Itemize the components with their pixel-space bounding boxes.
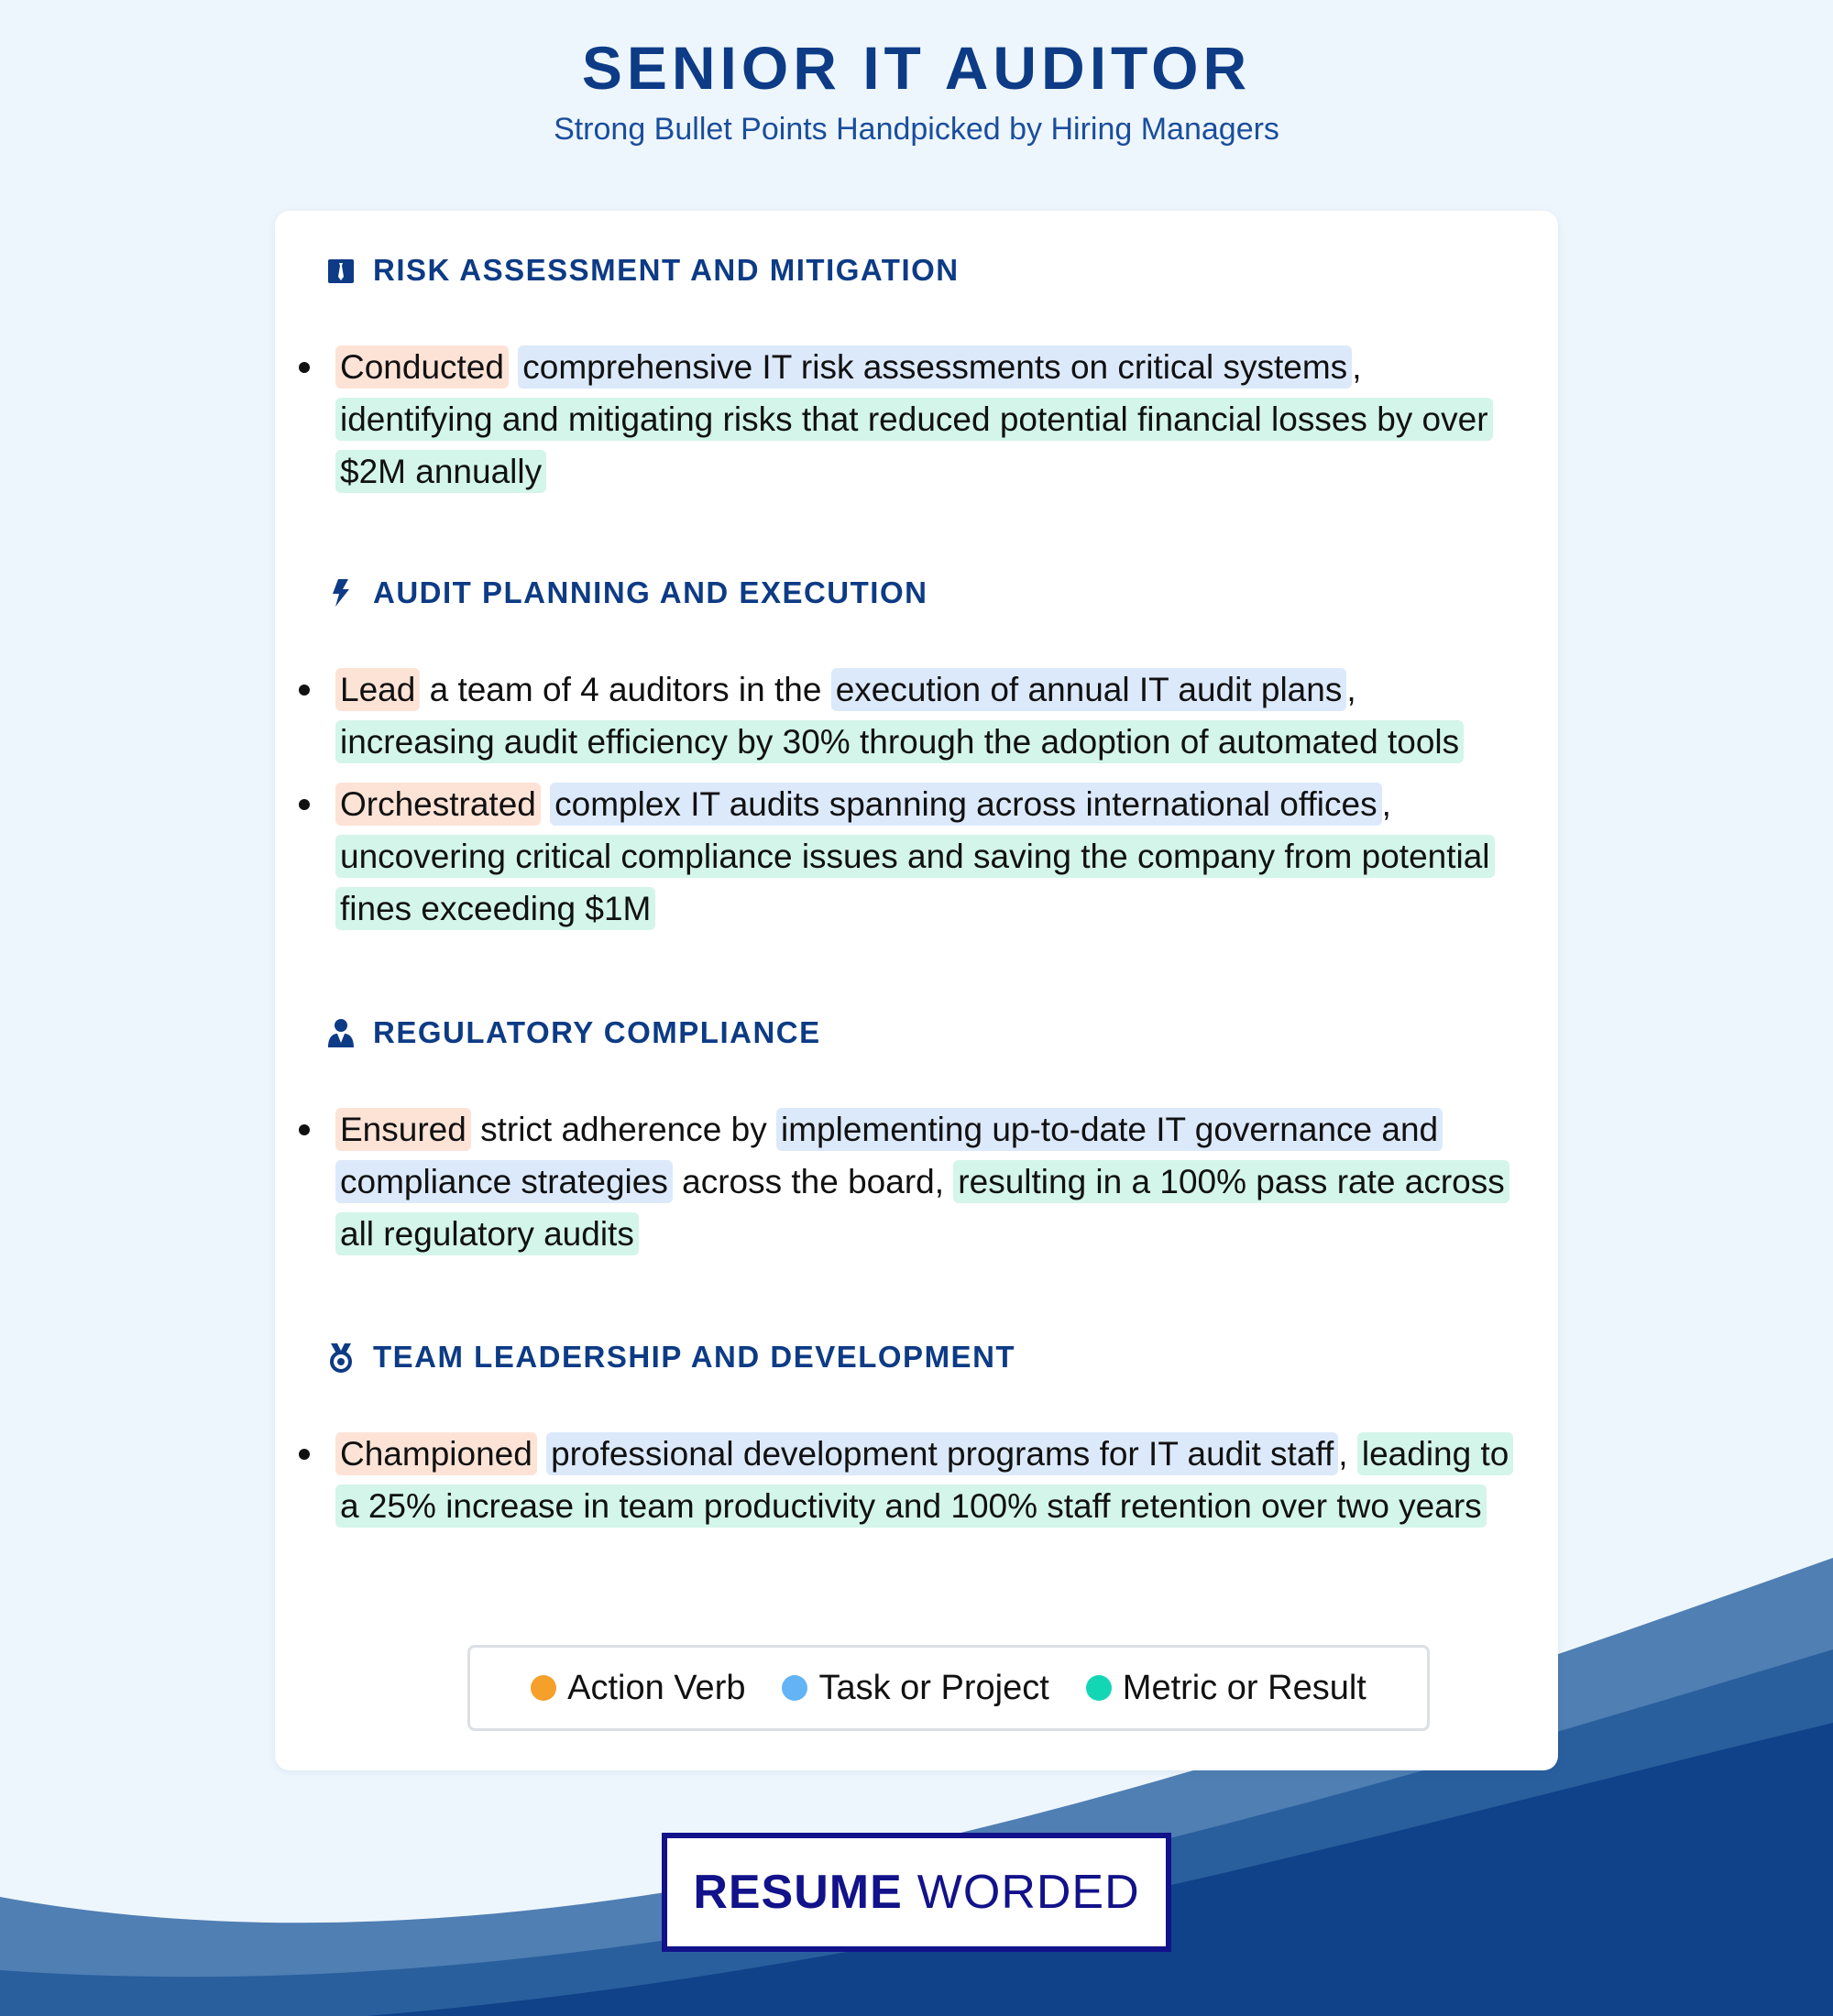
highlight-legend [467, 1645, 1430, 1731]
task-phrase: complex IT audits spanning across international offices [550, 783, 1381, 826]
section-title: AUDIT PLANNING AND EXECUTION [373, 575, 928, 609]
medal-icon [325, 1342, 357, 1373]
legend-label: Action Verb [567, 1668, 746, 1707]
section-risk-assessment [325, 247, 1517, 508]
task-phrase: comprehensive IT risk assessments on critical systems [518, 345, 1352, 389]
plain-text [541, 785, 550, 823]
plain-text: , [1352, 348, 1362, 386]
section-header [325, 1334, 1517, 1380]
task-phrase: execution of annual IT audit plans [831, 668, 1347, 711]
section-header [325, 1010, 1517, 1056]
blue-dot-icon [782, 1675, 807, 1701]
bullet-item [325, 778, 1517, 935]
metric-phrase: uncovering critical compliance issues and saving the company from potential fines exceeding $1M [335, 835, 1495, 930]
plain-text: across the board, [672, 1163, 954, 1200]
teal-dot-icon [1086, 1675, 1112, 1701]
metric-phrase: identifying and mitigating risks that reduced potential financial losses by over $2M annually [335, 398, 1493, 493]
bullet-item [325, 1103, 1517, 1260]
plain-text: , [1346, 671, 1356, 708]
action-verb: Orchestrated [335, 783, 541, 826]
bullet-item [325, 1428, 1517, 1532]
action-verb: Lead [335, 668, 420, 711]
section-audit-planning [325, 570, 1517, 945]
plain-text: , [1381, 785, 1391, 823]
bullet-list [325, 1103, 1517, 1260]
bullet-dot [299, 1124, 310, 1135]
bullet-dot [299, 1449, 310, 1460]
metric-phrase: resulting in a 100% pass rate across all regulatory audits [335, 1160, 1509, 1255]
plain-text [509, 348, 518, 386]
section-header [325, 570, 1517, 616]
bullet-list [325, 1428, 1517, 1532]
page-title: SENIOR IT AUDITOR [581, 34, 1252, 102]
task-phrase: implementing up-to-date IT governance and compliance strategies [335, 1108, 1443, 1203]
task-phrase: professional development programs for IT audit staff [546, 1432, 1338, 1475]
resume-worded-logo[interactable] [662, 1833, 1171, 1952]
legend-item-metric [1086, 1669, 1367, 1708]
bullet-dot [299, 799, 310, 810]
legend-item-action [531, 1669, 745, 1708]
bullet-list [325, 341, 1517, 498]
action-verb: Ensured [335, 1108, 471, 1151]
action-verb: Championed [335, 1432, 537, 1475]
bullet-dot [299, 685, 310, 696]
logo-regular-text: WORDED [916, 1866, 1140, 1919]
metric-phrase: leading to a 25% increase in team productivity and 100% staff retention over two years [335, 1432, 1513, 1528]
plain-text: a team of 4 auditors in the [420, 671, 831, 708]
section-header [325, 247, 1517, 293]
action-verb: Conducted [335, 345, 509, 389]
page-subtitle: Strong Bullet Points Handpicked by Hiring Managers [554, 112, 1279, 147]
bullet-item [325, 341, 1517, 498]
tie-icon [325, 255, 357, 286]
section-team-leadership [325, 1334, 1517, 1542]
legend-item-task [782, 1669, 1048, 1708]
plain-text [537, 1435, 546, 1473]
logo-bold-text: RESUME [693, 1866, 903, 1919]
section-title: REGULATORY COMPLIANCE [373, 1015, 821, 1049]
plain-text: strict adherence by [470, 1111, 776, 1148]
orange-dot-icon [531, 1675, 556, 1701]
metric-phrase: increasing audit efficiency by 30% through the adoption of automated tools [335, 720, 1464, 763]
section-regulatory-compliance [325, 1010, 1517, 1270]
plain-text: , [1338, 1435, 1357, 1473]
bullet-dot [299, 362, 310, 373]
bullet-list [325, 663, 1517, 935]
legend-label: Task or Project [818, 1668, 1049, 1707]
bullet-card [275, 211, 1558, 1770]
lightning-icon [325, 577, 357, 608]
user-tie-icon [325, 1017, 357, 1048]
legend-label: Metric or Result [1122, 1668, 1367, 1707]
section-title: TEAM LEADERSHIP AND DEVELOPMENT [373, 1340, 1016, 1374]
bullet-item [325, 663, 1517, 768]
section-title: RISK ASSESSMENT AND MITIGATION [373, 253, 960, 287]
